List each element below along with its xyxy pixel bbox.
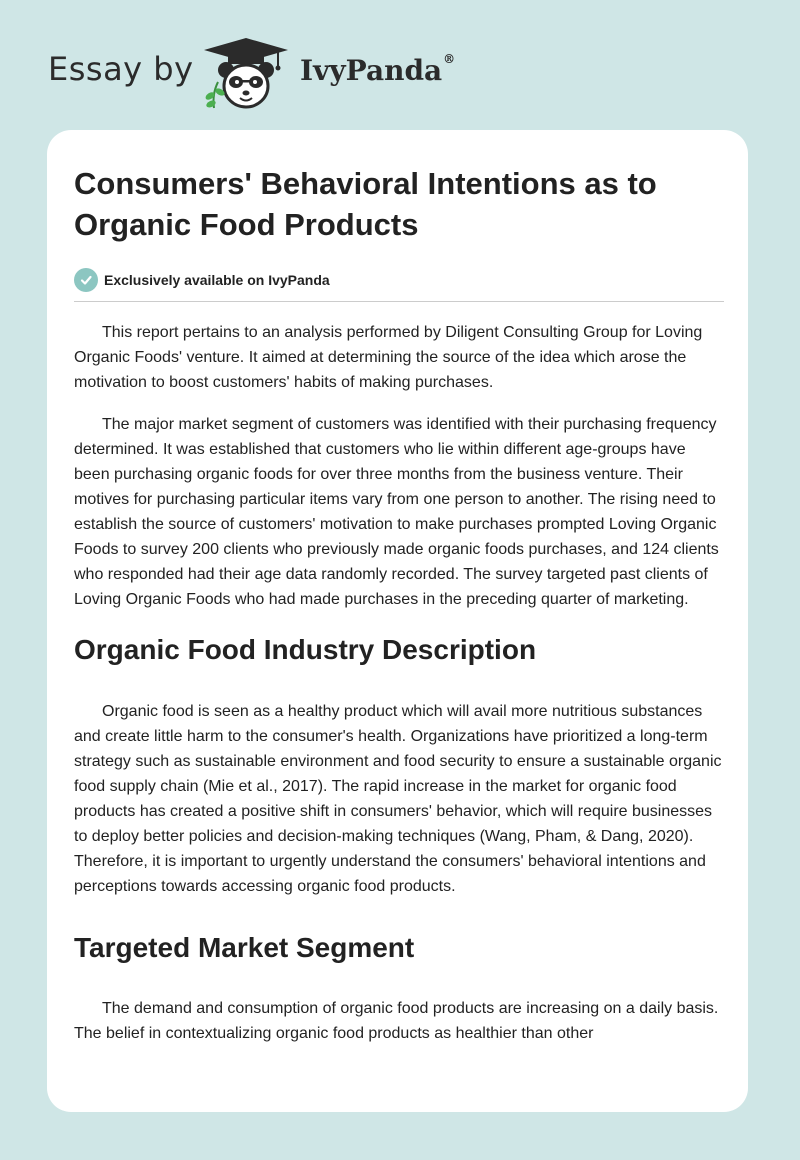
- site-header: [0, 0, 800, 125]
- paragraph-target-market: The demand and consumption of organic food products are increasing on a daily basis. The belief in contextualizing organic food products as healthier than other: [74, 1000, 719, 1042]
- article-title: Consumers' Behavioral Intentions as to Organic Food Products: [74, 166, 657, 242]
- exclusive-badge: [74, 267, 724, 293]
- section-heading-industry: Organic Food Industry Description: [74, 634, 537, 665]
- paragraph-intro: This report pertains to an analysis performed by Diligent Consulting Group for Loving Organic Foods' venture. It aimed at determining the source of the idea which arose the motivation to boost customers' habits of making purchases.: [74, 324, 703, 391]
- paragraph-industry: Organic food is seen as a healthy product which will avail more nutritious substances and create little harm to the consumer's health. Organizations have prioritized a long-term strategy such as sustainable environment and food security to ensure a sustainable organic food supply chain (Mie et al., 2017). The rapid increase in the market for organic food products has created a positive shift in consumers' behavior, which will require businesses to deploy better policies and decision-making techniques (Wang, Pham, & Dang, 2020). Therefore, it is important to urgently understand the consumers' behavioral intentions and perceptions towards accessing organic food products.: [74, 703, 722, 895]
- essay-by-label: Essay by: [48, 50, 194, 88]
- panda-logo-icon: [200, 34, 292, 112]
- exclusive-badge-label: Exclusively available on IvyPanda: [104, 272, 330, 288]
- article-content: [74, 163, 724, 1046]
- registered-mark: ®: [443, 52, 456, 66]
- section-heading-target-market: Targeted Market Segment: [74, 932, 415, 963]
- brand-name[interactable]: IvyPanda®: [300, 52, 456, 87]
- paragraph-market-segment: The major market segment of customers was identified with their purchasing frequency determined. It was established that customers who lie within different age-groups have been purchasing organic foods for over three months from the business venture. Their motives for purchasing particular items vary from one person to another. The rising need to establish the source of customers' motivation to make purchases prompted Loving Organic Foods to survey 200 clients who previously made organic foods purchases, and 124 clients who responded had their age data randomly recorded. The survey targeted past clients of Loving Organic Foods who had made purchases in the preceding quarter of marketing.: [74, 416, 719, 608]
- divider: [74, 301, 724, 302]
- check-icon: [74, 268, 98, 292]
- article-card: [47, 130, 748, 1112]
